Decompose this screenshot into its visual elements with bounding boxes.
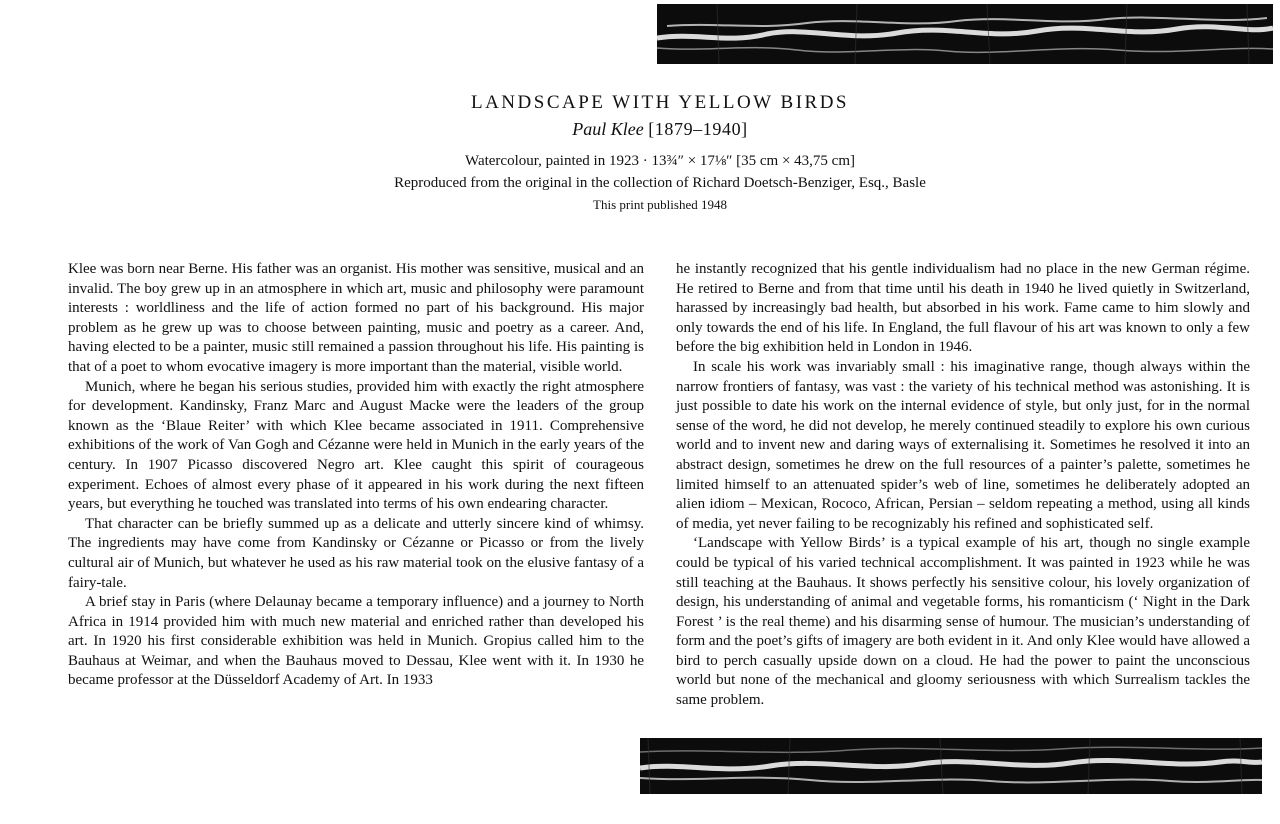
artwork-title: LANDSCAPE WITH YELLOW BIRDS xyxy=(470,92,849,113)
paragraph: he instantly recognized that his gentle individualism had no place in the new German régime. He retired to Berne and from that time until his death in 1940 he lived quietly in Switzerland, harassed by increasingly bad health, but absorbed in his work. Fame came to him slowly and only towards the end of his life. In England, the full flavour of his art was known to only a few before the big exhibition held in London in 1946. xyxy=(676,261,1250,356)
torn-edge-top-texture xyxy=(657,4,1273,64)
published-line: This print published 1948 xyxy=(593,197,727,212)
torn-edge-top xyxy=(657,4,1273,64)
medium-line: Watercolour, painted in 1923 · 13¾″ × 17⅛″ [35 cm × 43,75 cm] xyxy=(464,153,856,169)
text-column-right xyxy=(676,260,1250,711)
artist-name: Paul Klee xyxy=(572,119,644,139)
paragraph: In scale his work was invariably small : his imaginative range, though always within the narrow frontiers of fantasy, was vast : the variety of his technical method was astonishing. It is just possible to date his work on the internal evidence of style, but only just, for in the normal sense of the word, he did not develop, he merely continued steadily to explore his own curious world and to invent new and daring ways of externalising it. Sometimes he resolved it into an abstract design, sometimes he drew on the full resources of a painter’s palette, sometimes he limited himself to an attenuated spider’s web of line, sometimes he deliberately adopted an alien idiom – Mexican, Rococo, African, Persian – seldom repeating a method, using all kinds of media, yet never failing to be recognizably his refined and sophisticated self. xyxy=(676,358,1250,532)
torn-edge-bottom-texture xyxy=(640,738,1262,794)
paragraph: Klee was born near Berne. His father was an organist. His mother was sensitive, musical and an invalid. The boy grew up in an atmosphere in which art, music and philosophy were paramount interests : worldliness and the life of action formed no part of his background. His major problem as he grew up was to choose between painting, music and poetry as a career. And, having elected to be a painter, music still remained a passion throughout his life. His painting is that of a poet to whom evocative imagery is more important than the material, visible world. xyxy=(68,261,644,375)
text-column-left xyxy=(68,260,644,691)
artist-dates: [1879–1940] xyxy=(648,119,748,139)
print-header xyxy=(300,90,1020,216)
paragraph: A brief stay in Paris (where Delaunay became a temporary influence) and a journey to North Africa in 1914 provided him with much new material and enriched rather than developed his art. In 1920 his first considerable exhibition was held in Munich. Gropius called him to the Bauhaus at Weimar, and when the Bauhaus moved to Dessau, Klee went with it. In 1930 he became professor at the Düsseldorf Academy of Art. In 1933 xyxy=(68,594,644,689)
torn-edge-bottom xyxy=(640,738,1262,794)
paragraph: ‘Landscape with Yellow Birds’ is a typical example of his art, though no single example could be typical of his varied technical accomplishment. It was painted in 1923 while he was still teaching at the Bauhaus. It shows perfectly his sensitive colour, his lovely organization of design, his understanding of animal and vegetable forms, his romanticism (‘ Night in the Dark Forest ’ is the real theme) and his disarming sense of humour. The musician’s understanding of form and the poet’s gifts of imagery are both evident in it. And only Klee would have allowed a bird to perch casually upside down on a cloud. He had the power to paint the unconscious world but none of the mechanical and gloomy seriousness with which Surrealism tackles the same problem. xyxy=(676,535,1250,709)
artist-line xyxy=(300,116,1020,142)
collection-line: Reproduced from the original in the collection of Richard Doetsch-Benziger, Esq., Basle xyxy=(394,175,926,191)
paragraph: Munich, where he began his serious studies, provided him with exactly the right atmosphere for development. Kandinsky, Franz Marc and August Macke were the leaders of the group known as the ‘Blaue Reiter’ with which Klee became associated in 1911. Comprehensive exhibitions of the work of Van Gogh and Cézanne were held in Munich in the early years of the century. In 1907 Picasso discovered Negro art. Klee caught this spirit of courageous experiment. Echoes of almost every phase of it appeared in his work during the next fifteen years, but everything he touched was translated into terms of his own endearing character. xyxy=(68,378,644,513)
paragraph: That character can be briefly summed up as a delicate and utterly sincere kind of whimsy. The ingredients may have come from Kandinsky or Cézanne or Picasso or from the lively cultural air of Munich, but whatever he used as his raw material took on the elusive fantasy of a fairy-tale. xyxy=(68,515,644,591)
